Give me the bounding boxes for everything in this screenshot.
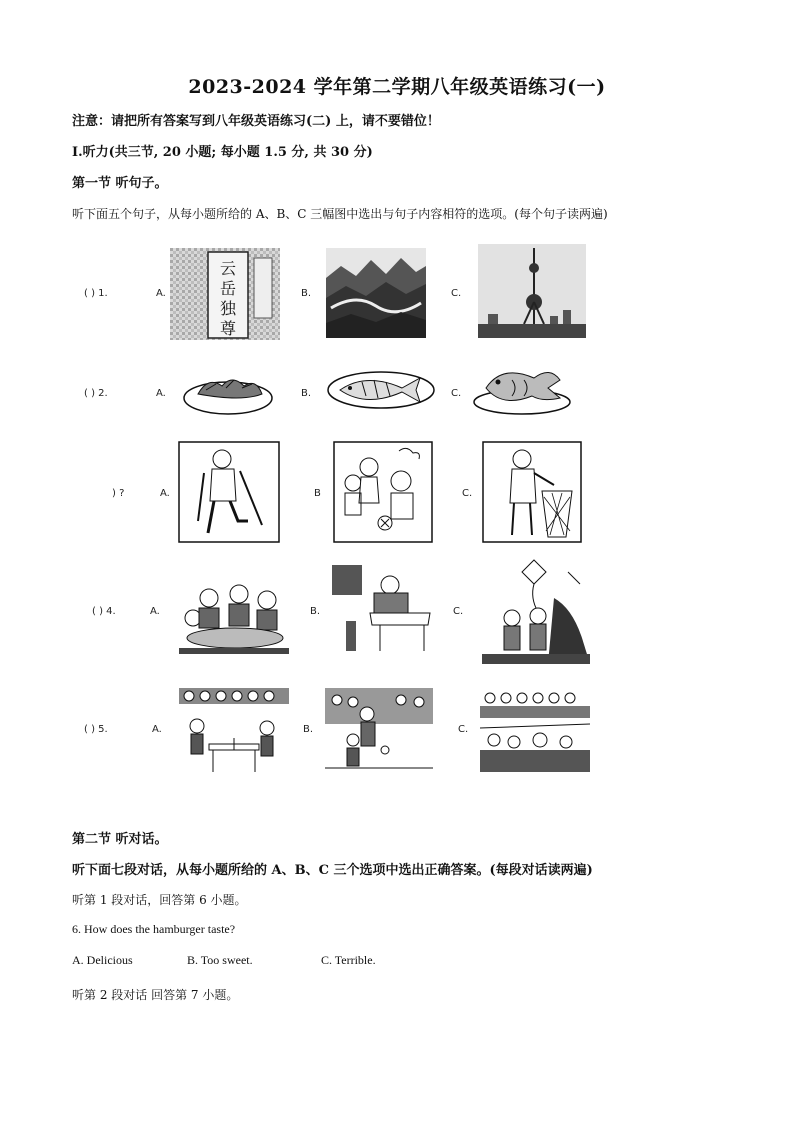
q6-question: 6. How does the hamburger taste? <box>72 922 236 936</box>
q3-option-c: C. <box>462 488 473 499</box>
q4-option-a: A. <box>150 606 160 617</box>
section1-instruction: 听下面五个句子，从每小题所给的 A、B、C 三幅图中选出与句子内容相符的选项。(每个句子读两遍) <box>72 207 608 221</box>
man-reading-at-desk-image <box>330 563 436 655</box>
plate-of-fish-image <box>326 366 436 410</box>
q3-option-a: A. <box>160 488 170 499</box>
question-2-label: ( ) 2. <box>84 388 108 399</box>
q1-option-a: A. <box>156 288 166 299</box>
q1-option-b: B. <box>301 288 312 299</box>
page-title: 2023-2024 学年第二学期八年级英语练习(一) <box>188 76 606 98</box>
great-wall-mountains-image <box>326 248 426 338</box>
q5-option-b: B. <box>303 724 314 735</box>
kids-playing-football-image <box>333 441 433 543</box>
question-4-label: ( ) 4. <box>92 606 116 617</box>
q2-option-a: A. <box>156 388 166 399</box>
boy-on-crutches-image <box>178 441 280 543</box>
section2-heading: 第二节 听对话。 <box>72 832 168 847</box>
q6-option-b: B. Too sweet. <box>187 953 253 967</box>
q3-option-b: B <box>314 488 321 499</box>
question-5-label: ( ) 5. <box>84 724 108 735</box>
calligraphy-scroll-image <box>170 248 280 340</box>
q6-options <box>72 953 376 968</box>
svg-text:云: 云 <box>219 259 237 278</box>
notice: 注意：请把所有答案写到八年级英语练习(二) 上，请不要错位！ <box>72 114 440 129</box>
kids-flying-kite-image <box>482 558 590 664</box>
svg-text:尊: 尊 <box>219 319 237 338</box>
section1-heading: 第一节 听句子。 <box>72 176 168 191</box>
q6-option-a: A. Delicious <box>72 953 133 967</box>
q2-option-b: B. <box>301 388 312 399</box>
plate-of-meat-image <box>182 366 274 416</box>
basketball-game-image <box>325 688 433 774</box>
section2-instruction: 听下面七段对话，从每小题所给的 A、B、C 三个选项中选出正确答案。(每段对话读两遍) <box>72 863 593 878</box>
oriental-pearl-tower-image <box>478 244 586 338</box>
plate-of-whole-fish-image <box>472 358 572 416</box>
part1-heading: Ⅰ.听力(共三节, 20 小题; 每小题 1.5 分, 共 30 分) <box>72 145 373 160</box>
svg-text:岳: 岳 <box>219 279 237 298</box>
svg-text:独: 独 <box>219 299 237 318</box>
q4-option-b: B. <box>310 606 321 617</box>
ping-pong-match-image <box>179 688 289 774</box>
crowd-watching-race-image <box>480 688 590 772</box>
boy-throwing-trash-image <box>482 441 582 543</box>
q4-option-c: C. <box>453 606 464 617</box>
q5-option-a: A. <box>152 724 162 735</box>
question-1-label: ( ) 1. <box>84 288 108 299</box>
q1-option-c: C. <box>451 288 462 299</box>
dialog1-prompt: 听第 1 段对话，回答第 6 小题。 <box>72 893 247 907</box>
q6-option-c: C. Terrible. <box>321 953 376 967</box>
q2-option-c: C. <box>451 388 462 399</box>
family-dinner-image <box>179 578 289 654</box>
q5-option-c: C. <box>458 724 469 735</box>
question-3-label: ) ? <box>112 488 125 499</box>
dialog2-prompt: 听第 2 段对话 回答第 7 小题。 <box>72 988 239 1002</box>
